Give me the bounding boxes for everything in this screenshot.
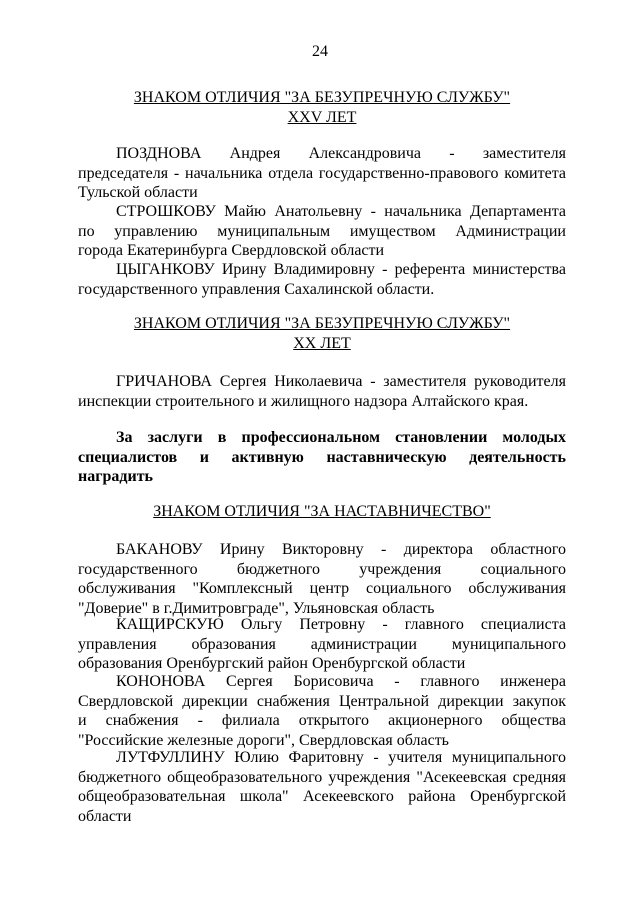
award-heading-mentorship — [78, 502, 566, 522]
intro-line: специалистов и активную наставническую деятельность — [78, 448, 566, 466]
heading-line: ЗНАКОМ ОТЛИЧИЯ "ЗА БЕЗУПРЕЧНУЮ СЛУЖБУ" — [133, 315, 511, 332]
entry-line: города Екатеринбурга Свердловской области — [78, 242, 385, 259]
entry-line: председателя - начальника отдела государственно-правового комитета — [78, 164, 566, 182]
entry-line: бюджетного общеобразовательного учреждения "Асекеевская средняя — [78, 768, 566, 786]
entry-line: ГРИЧАНОВА Сергея Николаевича - заместителя руководителя — [116, 373, 566, 390]
entry-line: общеобразовательная школа" Асекеевского района Оренбургской — [78, 788, 566, 805]
entry-line: ЛУТФУЛЛИНУ Юлию Фаритовну - учителя муниципального — [116, 749, 566, 766]
entry-line: инспекции строительного и жилищного надзора Алтайского края. — [78, 392, 529, 410]
intro-line: За заслуги в профессиональном становлении молодых — [116, 429, 566, 446]
entry-line: управления образования администрации муниципального — [78, 635, 566, 653]
entry-line: области — [78, 807, 132, 825]
entry-line: "Доверие" в г.Димитровграде", Ульяновская область — [78, 599, 435, 617]
award-entry — [78, 615, 566, 674]
entry-line: государственного бюджетного учреждения социального — [78, 560, 566, 578]
entry-line: "Российские железные дороги", Свердловская область — [78, 731, 449, 749]
entry-line: КАЩИРСКУЮ Ольгу Петровну - главного специалиста — [116, 616, 566, 633]
entry-line: БАКАНОВУ Ирину Викторовну - директора областного — [116, 541, 566, 558]
entry-line: и снабжения - филиала открытого акционерного общества — [78, 712, 566, 729]
award-entry — [78, 672, 566, 750]
entry-line: обслуживания "Комплексный центр социального обслуживания — [78, 580, 566, 597]
award-entry — [78, 144, 566, 203]
award-entry — [78, 202, 566, 261]
heading-line: ЗНАКОМ ОТЛИЧИЯ "ЗА БЕЗУПРЕЧНУЮ СЛУЖБУ" — [133, 89, 511, 106]
award-entry — [78, 260, 566, 299]
entry-line: Свердловской дирекции снабжения Центральной дирекции закупок — [78, 692, 566, 710]
intro-line: наградить — [78, 468, 154, 485]
entry-line: по управлению муниципальным имуществом Администрации — [78, 222, 566, 240]
entry-line: Тульской области — [78, 184, 198, 201]
page-number: 24 — [312, 43, 328, 60]
heading-line: XXV ЛЕТ — [287, 108, 357, 126]
heading-line: XX ЛЕТ — [293, 334, 351, 352]
award-entry — [78, 372, 566, 411]
entry-line: ЦЫГАНКОВУ Ирину Владимировну - референта министерства — [116, 261, 566, 278]
heading-line: ЗНАКОМ ОТЛИЧИЯ "ЗА НАСТАВНИЧЕСТВО" — [153, 503, 491, 520]
award-entry — [78, 540, 566, 618]
mentorship-intro — [78, 428, 566, 487]
award-heading-xx — [78, 314, 566, 353]
award-entry — [78, 748, 566, 826]
entry-line: государственного управления Сахалинской области. — [78, 280, 435, 298]
entry-line: КОНОНОВА Сергея Борисовича - главного инженера — [116, 673, 566, 690]
entry-line: СТРОШКОВУ Майю Анатольевну - начальника Департамента — [116, 203, 566, 220]
entry-line: ПОЗДНОВА Андрея Александровича - заместителя — [116, 145, 566, 162]
entry-line: образования Оренбургский район Оренбургской области — [78, 655, 466, 672]
award-heading-xxv — [78, 88, 566, 127]
